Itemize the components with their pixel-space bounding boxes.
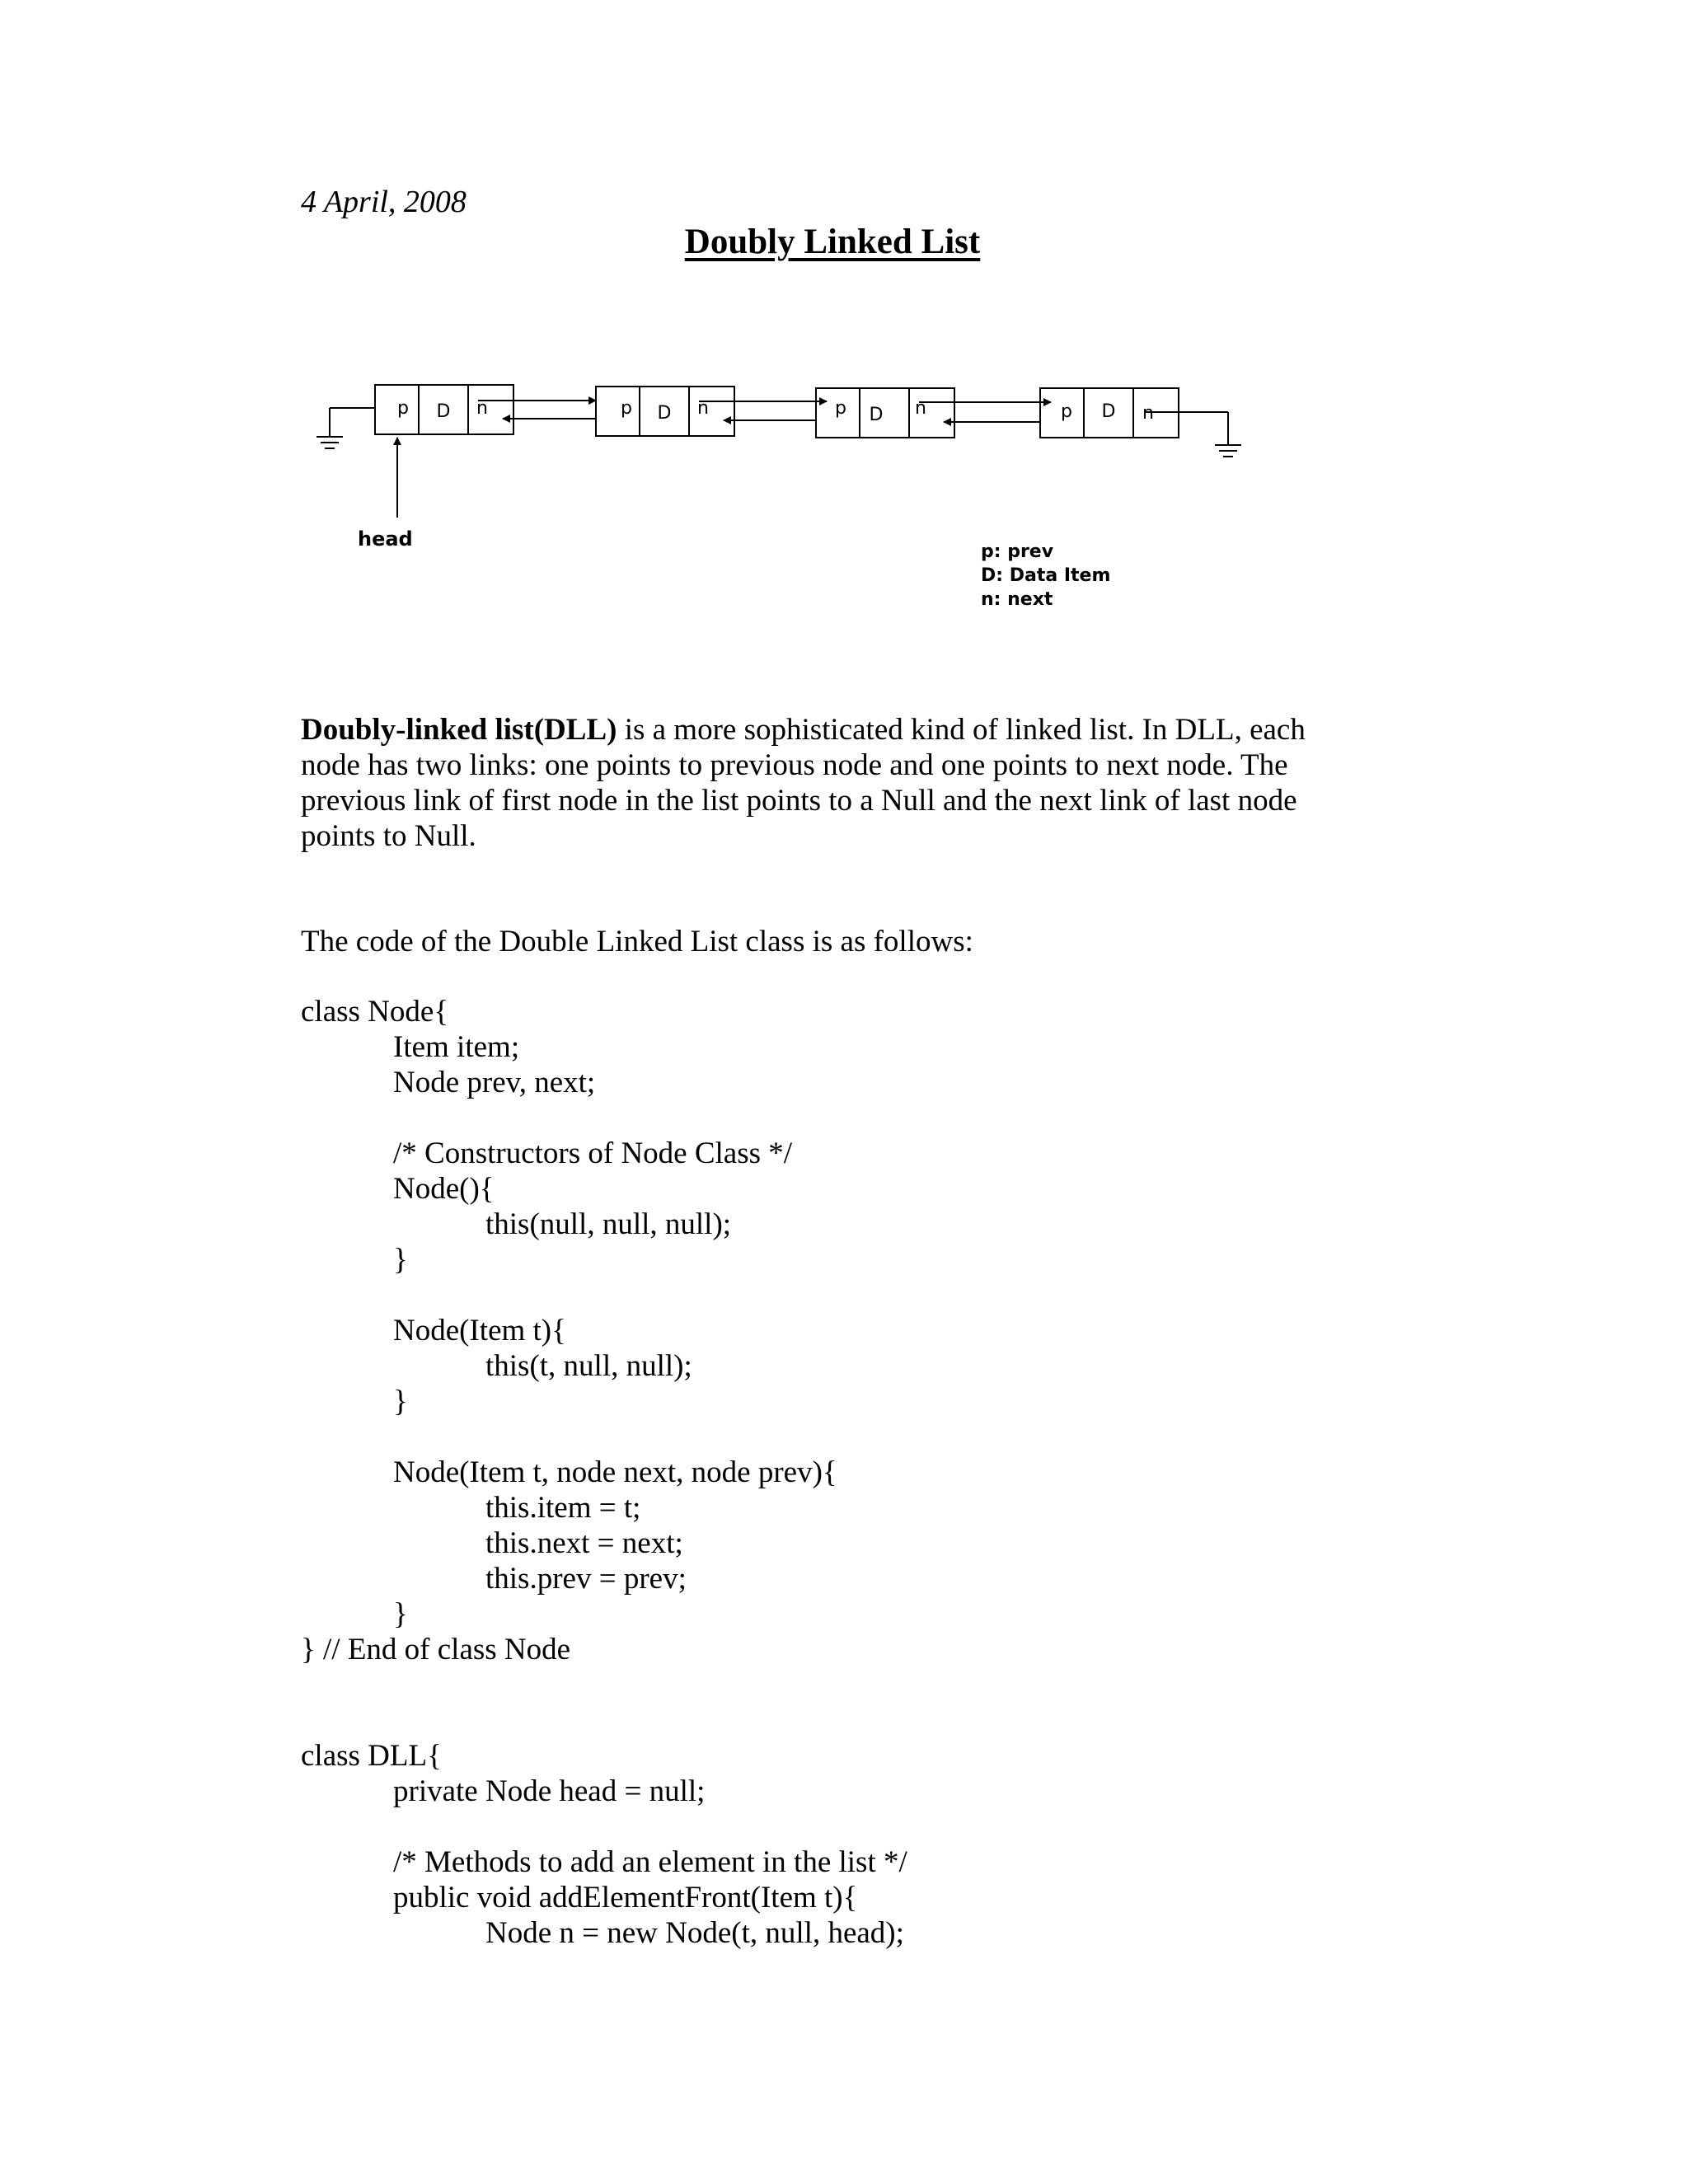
code-line: } xyxy=(393,1243,408,1277)
node-1-prev-label: p xyxy=(397,398,409,419)
intro-text: is a more sophisticated kind of linked list. In DLL, each node has two links: one points to previous node and one points to next node. The previous link of first node in the list points to a Null and the next link of last node points to Null. xyxy=(301,713,1306,853)
code-line: Node(){ xyxy=(393,1172,495,1206)
node-2-prev-label: p xyxy=(621,398,632,419)
null-ground-left xyxy=(316,408,375,448)
code-line: this.next = next; xyxy=(485,1526,683,1560)
code-line: this(null, null, null); xyxy=(485,1207,732,1241)
node-4-next-label: n xyxy=(1142,403,1154,424)
code-line xyxy=(301,1419,907,1455)
node-3-data-label: D xyxy=(869,405,884,425)
code-line: this.prev = prev; xyxy=(485,1562,687,1596)
code-line: } // End of class Node xyxy=(301,1633,571,1666)
node-4-data-label: D xyxy=(1101,401,1116,422)
code-line xyxy=(301,1809,907,1844)
code-line: private Node head = null; xyxy=(393,1774,706,1808)
legend-data: D: Data Item xyxy=(981,565,1111,586)
node-2-next-label: n xyxy=(697,398,709,419)
code-line: /* Constructors of Node Class */ xyxy=(393,1137,793,1170)
code-line xyxy=(301,1277,907,1313)
code-line: Node(Item t, node next, node prev){ xyxy=(393,1455,837,1489)
legend-next: n: next xyxy=(981,589,1053,610)
code-lead-sentence: The code of the Double Linked List class is as follows: xyxy=(301,925,973,958)
code-line: } xyxy=(393,1597,408,1631)
code-line: Node n = new Node(t, null, head); xyxy=(485,1916,904,1950)
node-1-next-label: n xyxy=(476,398,488,419)
code-line: class DLL{ xyxy=(301,1739,442,1773)
legend-prev: p: prev xyxy=(981,541,1054,562)
code-line: Node(Item t){ xyxy=(393,1314,566,1347)
code-listing xyxy=(301,994,907,1951)
node-3-prev-label: p xyxy=(835,398,846,419)
null-ground-right xyxy=(1146,412,1241,457)
code-line: Node prev, next; xyxy=(393,1066,596,1099)
code-line: this(t, null, null); xyxy=(485,1349,692,1383)
page-title: Doubly Linked List xyxy=(684,223,981,261)
head-label: head xyxy=(358,527,413,551)
code-line: } xyxy=(393,1385,408,1418)
code-line: this.item = t; xyxy=(485,1491,641,1525)
node-3-next-label: n xyxy=(915,398,926,419)
dll-diagram xyxy=(0,0,1688,659)
intro-term: Doubly-linked list(DLL) xyxy=(301,713,617,747)
intro-paragraph xyxy=(301,712,1348,854)
node-2-data-label: D xyxy=(657,403,672,424)
node-4-prev-label: p xyxy=(1061,401,1072,422)
code-line: public void addElementFront(Item t){ xyxy=(393,1881,858,1915)
code-line: class Node{ xyxy=(301,995,449,1029)
node-1-data-label: D xyxy=(436,401,451,422)
code-line: Item item; xyxy=(393,1030,520,1064)
date: 4 April, 2008 xyxy=(301,185,467,219)
code-line: /* Methods to add an element in the list */ xyxy=(393,1845,907,1879)
code-line xyxy=(301,1667,907,1703)
code-line xyxy=(301,1703,907,1738)
code-line xyxy=(301,1100,907,1136)
